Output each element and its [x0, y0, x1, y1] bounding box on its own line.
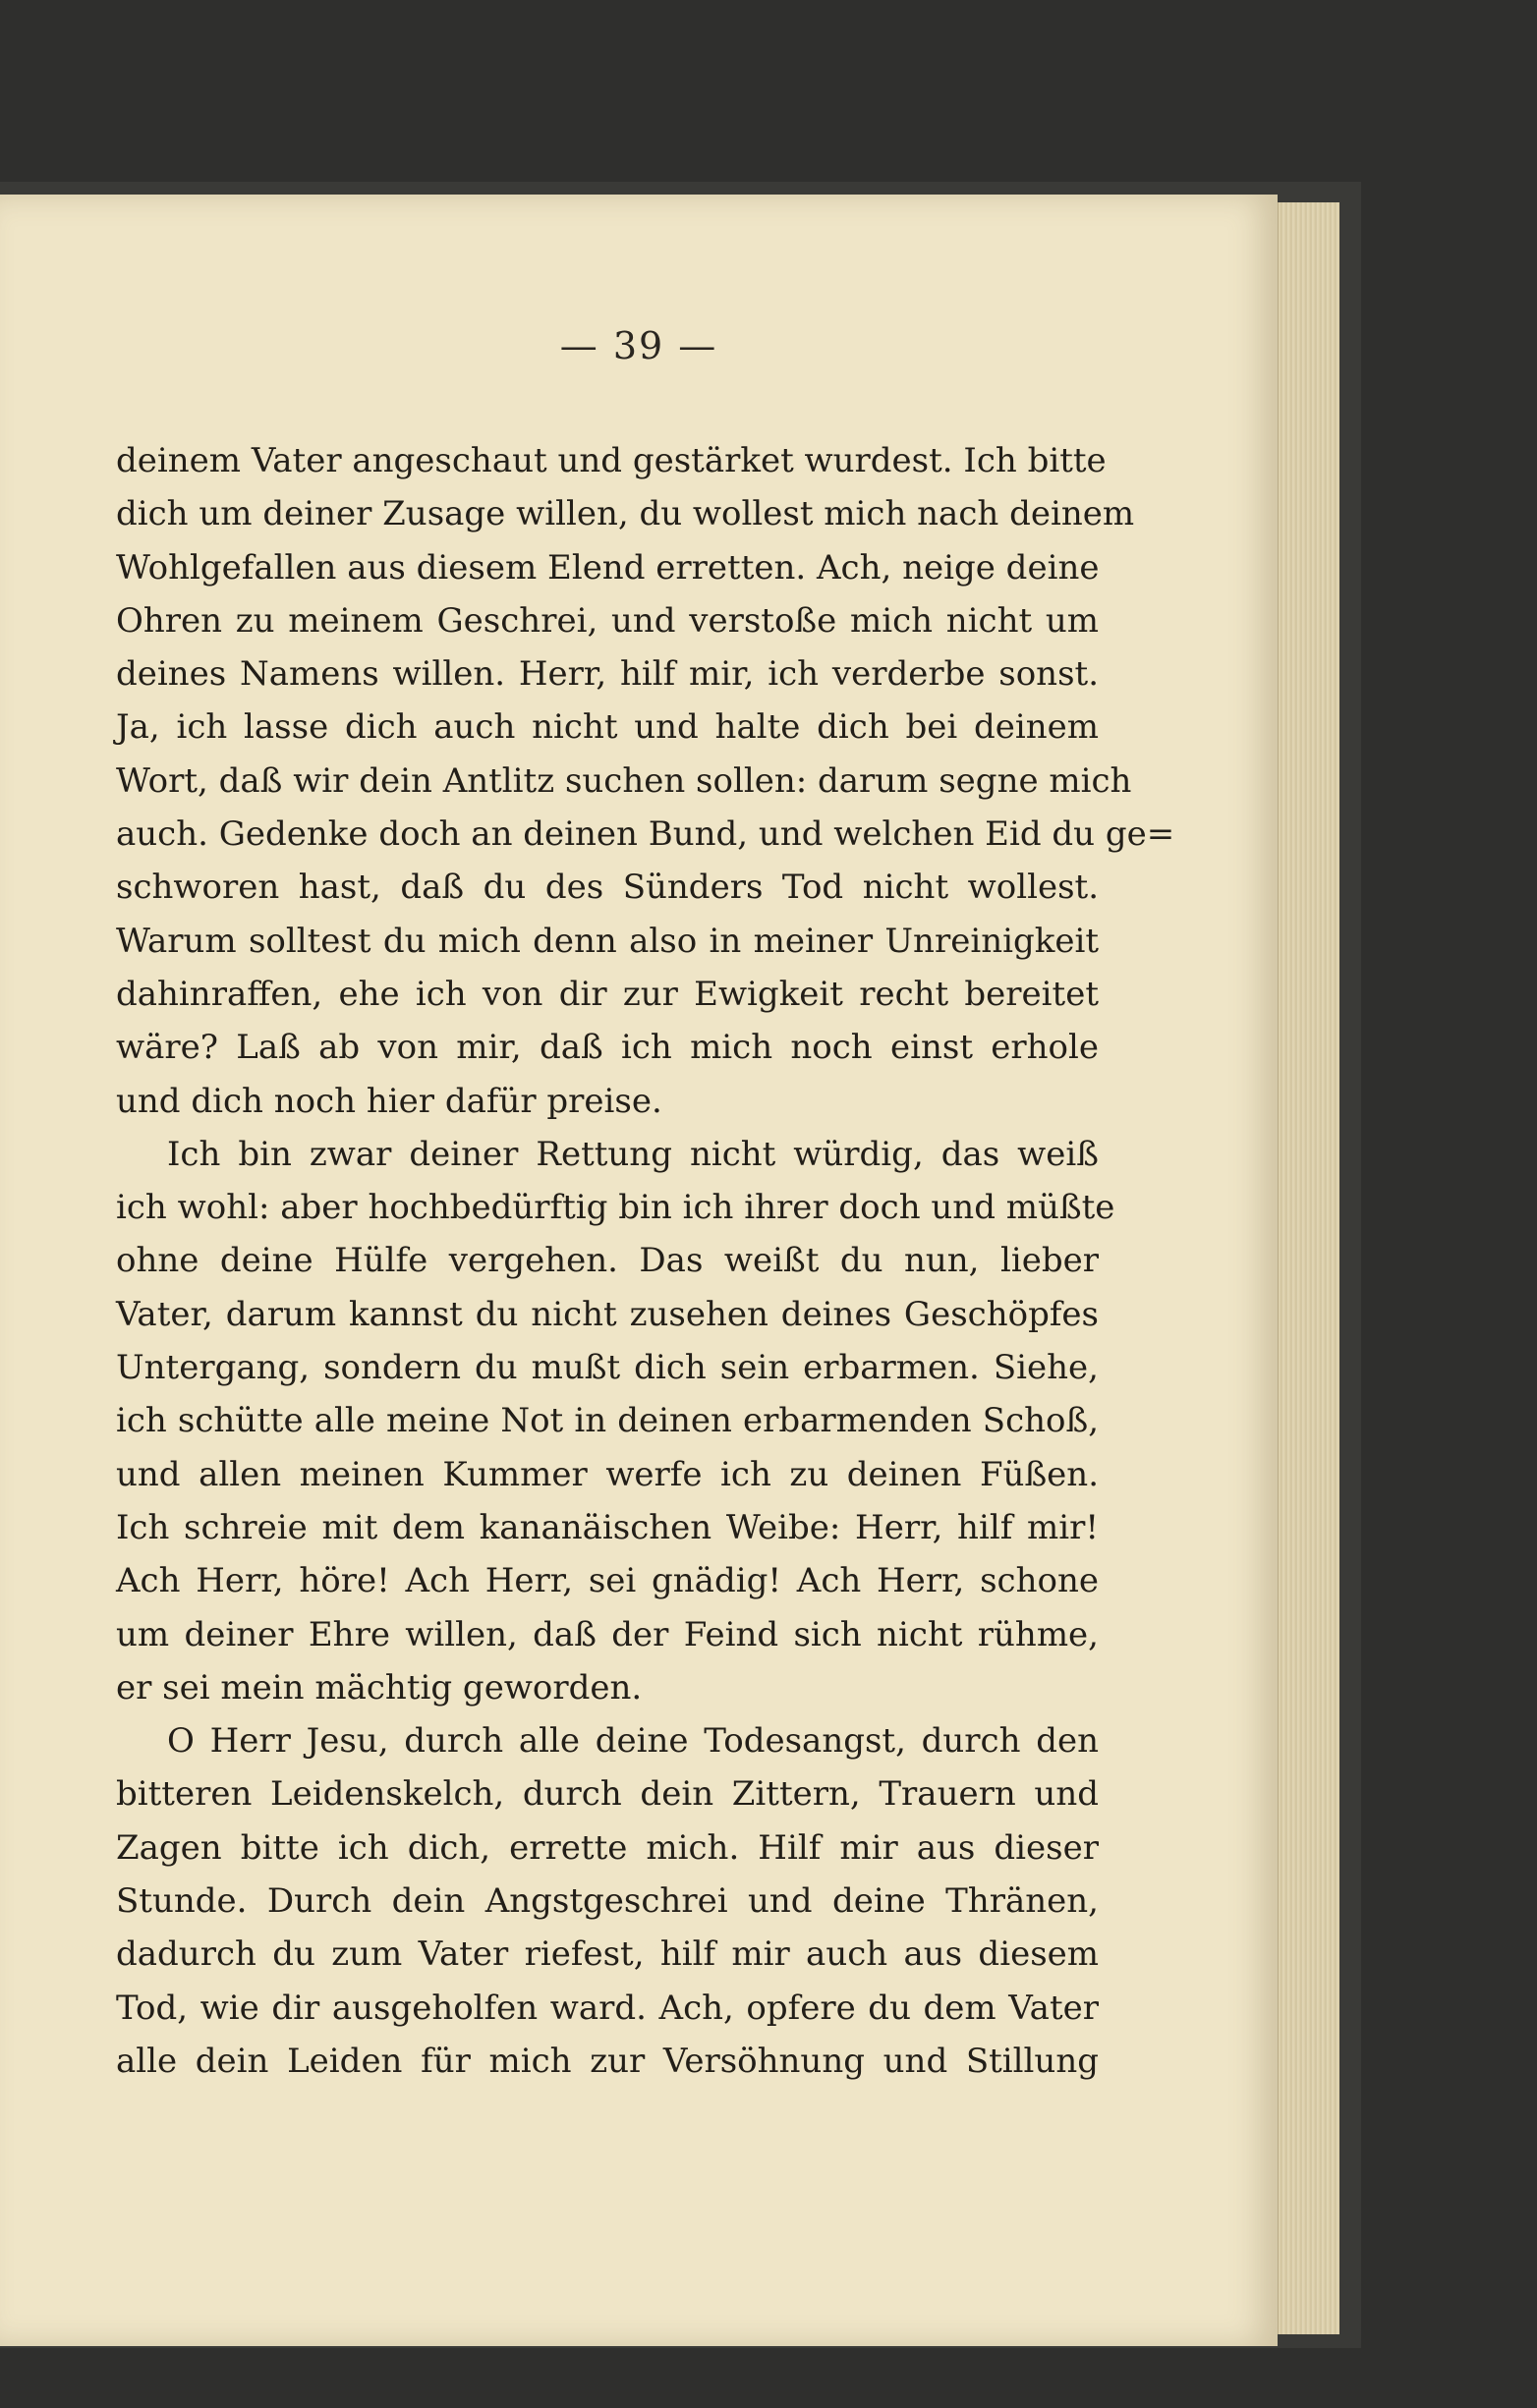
text-line: schworen hast, daß du des Sünders Tod nicht wollest.: [116, 868, 1099, 908]
text-line: Ich schreie mit dem kananäischen Weibe: Herr, hilf mir!: [116, 1507, 1099, 1547]
text-line: Ja, ich lasse dich auch nicht und halte dich bei deinem: [116, 707, 1099, 748]
text-line: Wohlgefallen aus diesem Elend erretten. Ach, neige deine: [116, 547, 1100, 588]
text-line: dahinraffen, ehe ich von dir zur Ewigkeit recht bereitet: [116, 974, 1099, 1014]
text-line: wäre? Laß ab von mir, daß ich mich noch einst erhole: [116, 1028, 1099, 1068]
text-line: bitteren Leidenskelch, durch dein Zittern, Trauern und: [116, 1774, 1099, 1815]
text-line: auch. Gedenke doch an deinen Bund, und welchen Eid du ge=: [116, 814, 1175, 855]
text-line: Untergang, sondern du mußt dich sein erbarmen. Siehe,: [116, 1348, 1099, 1388]
text-line: Ach Herr, höre! Ach Herr, sei gnädig! Ach Herr, schone: [116, 1561, 1099, 1601]
text-line: Zagen bitte ich dich, errette mich. Hilf mir aus dieser: [116, 1827, 1099, 1868]
text-line: um deiner Ehre willen, daß der Feind sich nicht rühme,: [116, 1614, 1099, 1654]
text-line: Tod, wie dir ausgeholfen ward. Ach, opfere du dem Vater: [116, 1988, 1099, 2028]
text-line: deinem Vater angeschaut und gestärket wurdest. Ich bitte: [116, 441, 1107, 480]
text-line: Warum solltest du mich denn also in meiner Unreinigkeit: [116, 921, 1099, 961]
text-line: deines Namens willen. Herr, hilf mir, ich verderbe sonst.: [116, 654, 1099, 695]
text-line: Ohren zu meinem Geschrei, und verstoße mich nicht um: [116, 600, 1099, 641]
text-line: dadurch du zum Vater riefest, hilf mir auch aus diesem: [116, 1934, 1099, 1975]
text-line: alle dein Leiden für mich zur Versöhnung und Stillung: [116, 2041, 1099, 2081]
page-body-text: [116, 434, 1175, 2088]
text-line: Wort, daß wir dein Antlitz suchen sollen: darum segne mich: [116, 760, 1132, 801]
text-line: und dich noch hier dafür preise.: [116, 1081, 662, 1121]
text-line: und allen meinen Kummer werfe ich zu deinen Füßen.: [116, 1454, 1099, 1494]
text-line: er sei mein mächtig geworden.: [116, 1667, 643, 1708]
page-edges: [1278, 202, 1339, 2334]
page-number: — 39 —: [559, 324, 718, 367]
text-line: Ich bin zwar deiner Rettung nicht würdig, das weiß: [167, 1134, 1099, 1174]
text-line: dich um deiner Zusage willen, du wollest mich nach deinem: [116, 494, 1135, 534]
text-line: Stunde. Durch dein Angstgeschrei und deine Thränen,: [116, 1881, 1099, 1922]
text-line: Vater, darum kannst du nicht zusehen deines Geschöpfes: [116, 1294, 1099, 1334]
text-line: O Herr Jesu, durch alle deine Todesangst, durch den: [167, 1721, 1099, 1762]
text-line: ich wohl: aber hochbedürftig bin ich ihrer doch und müßte: [116, 1188, 1115, 1228]
text-line: ohne deine Hülfe vergehen. Das weißt du nun, lieber: [116, 1241, 1099, 1281]
text-line: ich schütte alle meine Not in deinen erbarmenden Schoß,: [116, 1401, 1099, 1441]
